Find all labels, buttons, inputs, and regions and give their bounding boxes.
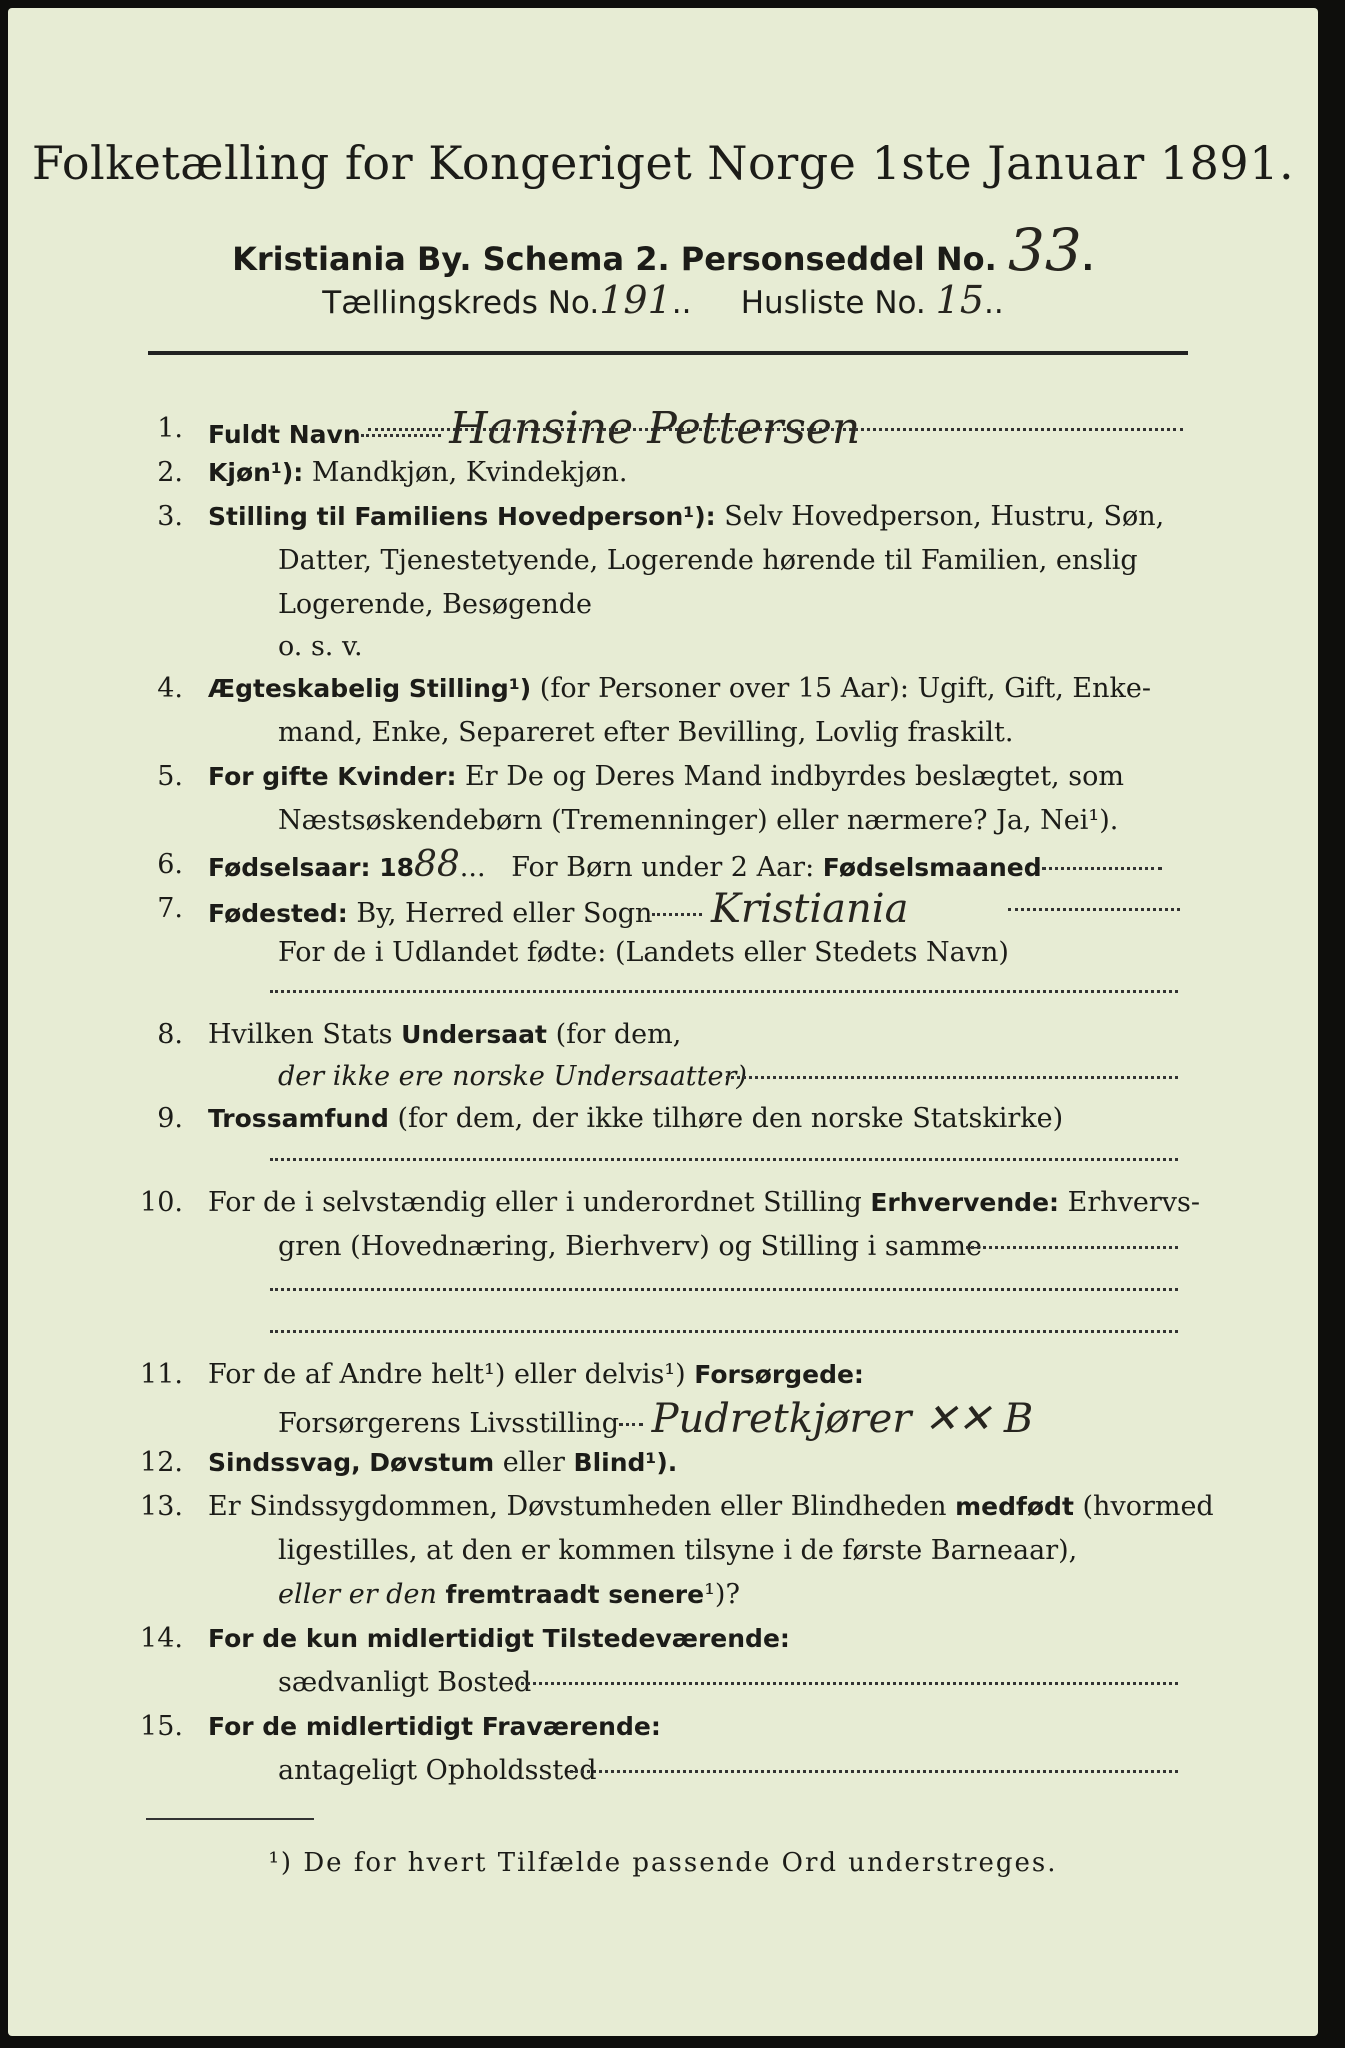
- name-dotline: [368, 428, 1183, 431]
- item-number: 1.: [157, 413, 183, 444]
- item-options: Mandkjøn, Kvindekjøn.: [311, 457, 628, 488]
- header-rule: [148, 351, 1188, 355]
- item-label: Erhvervende:: [870, 1188, 1060, 1217]
- item-number: 8.: [157, 1019, 183, 1050]
- kreds-number: 191: [599, 278, 672, 322]
- item-label: fremtraadt senere: [445, 1580, 705, 1609]
- item-text: [208, 760, 1124, 794]
- undersaat-dotline: [726, 1076, 1178, 1079]
- item-number: 4.: [157, 673, 183, 704]
- item-text: [278, 1578, 740, 1612]
- husliste-number: 15: [935, 278, 984, 322]
- item-label: Blind¹).: [573, 1448, 678, 1477]
- item-text: [208, 1622, 790, 1656]
- item-label: Fødselsmaaned: [822, 853, 1042, 882]
- item-text: [208, 1186, 1200, 1220]
- item-options: (for Personer over 15 Aar): Ugift, Gift, Enke-: [539, 673, 1151, 704]
- item-label: For de kun midlertidigt Tilstedeværende:: [208, 1624, 790, 1653]
- erhverv-dotline-2: [270, 1288, 1178, 1291]
- item-options: sædvanligt Bosted: [278, 1667, 532, 1698]
- item-options: o. s. v.: [278, 631, 363, 662]
- item-label: Sindssvag, Døvstum: [208, 1448, 495, 1477]
- item-text: [208, 1490, 1214, 1524]
- item-label: Fødselsaar: 18: [208, 853, 414, 882]
- item-number: 5.: [157, 761, 183, 792]
- item-options: Datter, Tjenestetyende, Logerende hørende til Familien, enslig: [278, 545, 1138, 576]
- bosted-dotline: [510, 1682, 1178, 1685]
- item-label: For de midlertidigt Fraværende:: [208, 1712, 661, 1741]
- item-text: [208, 500, 1164, 534]
- item-number: 2.: [157, 457, 183, 488]
- item-number: 6.: [157, 849, 183, 880]
- item-label: Undersaat: [401, 1020, 547, 1049]
- erhverv-dotline-1: [966, 1246, 1178, 1249]
- item-text: [208, 456, 628, 490]
- erhverv-dotline-3: [270, 1330, 1178, 1333]
- item-label: Forsørgede:: [694, 1360, 864, 1389]
- item-options: ligestilles, at den er kommen tilsyne i de første Barneaar),: [278, 1535, 1078, 1566]
- item-options: Erhvervs-: [1067, 1187, 1201, 1218]
- item-options: mand, Enke, Separeret efter Bevilling, Lovlig fraskilt.: [278, 717, 1014, 748]
- item-options: For de af Andre helt¹) eller delvis¹): [208, 1359, 686, 1390]
- item-options: der ikke ere norske Undersaatter): [278, 1061, 747, 1092]
- item-text: Fødselsaar: 1888... For Børn under 2 Aar: Fødselsmaaned: [208, 848, 1162, 885]
- item-number: 13.: [140, 1491, 183, 1522]
- item-options: By, Herred eller Sogn: [356, 898, 653, 929]
- item-options: antageligt Opholdssted: [278, 1755, 597, 1786]
- item-options: For de i selvstændig eller i underordnet Stilling: [208, 1187, 862, 1218]
- birthplace-dotline: [1008, 908, 1180, 911]
- name-value: Hansine Pettersen: [449, 403, 861, 454]
- item-options: (for dem, der ikke tilhøre den norske Statskirke): [397, 1103, 1064, 1134]
- item-label: Trossamfund: [208, 1104, 389, 1133]
- item-text: [208, 1358, 864, 1392]
- footnote: ¹) De for hvert Tilfælde passende Ord understreges.: [268, 1848, 1058, 1878]
- kreds-label: Tællingskreds No.: [322, 285, 600, 321]
- item-text: [278, 1396, 1034, 1442]
- personseddel-number: 33: [1007, 216, 1082, 284]
- item-options: Er Sindssygdommen, Døvstumheden eller Blindheden: [208, 1491, 947, 1522]
- item-number: 15.: [140, 1711, 183, 1742]
- item-options: eller er den: [278, 1579, 437, 1610]
- item-options: Logerende, Besøgende: [278, 589, 592, 620]
- item-label: Stilling til Familiens Hovedperson¹):: [208, 502, 716, 531]
- item-options: ¹)?: [704, 1579, 740, 1610]
- item-options: For de i Udlandet fødte: (Landets eller Stedets Navn): [278, 937, 1009, 968]
- schema-prefix: Kristiania By. Schema 2. Personseddel No.: [232, 240, 997, 278]
- item-number: 14.: [140, 1623, 183, 1654]
- item-label: medfødt: [955, 1492, 1074, 1521]
- item-options: (for dem,: [555, 1019, 682, 1050]
- item-options: (hvormed: [1082, 1491, 1214, 1522]
- item-label: For gifte Kvinder:: [208, 762, 457, 791]
- item-options: eller: [502, 1447, 565, 1478]
- item-text: [208, 1446, 677, 1480]
- item-options: Næstsøskendebørn (Tremenninger) eller nærmere? Ja, Nei¹).: [278, 805, 1119, 836]
- item-number: 7.: [157, 893, 183, 924]
- birth-year-value: 88: [413, 844, 460, 885]
- item-text: [208, 886, 909, 932]
- husliste-label: Husliste No.: [740, 285, 926, 321]
- census-form-page: [8, 8, 1318, 2036]
- abroad-dotline: [270, 990, 1178, 993]
- item-label: Ægteskabelig Stilling¹): [208, 674, 532, 703]
- forsorger-value: Pudretkjører ✕✕ B: [651, 1396, 1034, 1442]
- item-options: Selv Hovedperson, Hustru, Søn,: [724, 501, 1165, 532]
- item-options: Hvilken Stats: [208, 1019, 393, 1050]
- item-label: Kjøn¹):: [208, 458, 304, 487]
- schema-line: Kristiania By. Schema 2. Personseddel No. 33.: [232, 216, 1094, 284]
- trossamfund-dotline: [270, 1158, 1178, 1161]
- item-label: Fuldt Navn: [208, 420, 361, 449]
- item-options: Forsørgerens Livsstilling: [278, 1408, 620, 1439]
- kreds-line: Tællingskreds No.191.. Husliste No. 15..: [322, 278, 1004, 322]
- item-text: [208, 1018, 681, 1052]
- opholdssted-dotline: [570, 1770, 1178, 1773]
- item-number: 11.: [140, 1359, 183, 1390]
- item-number: 10.: [140, 1187, 183, 1218]
- item-number: 12.: [140, 1447, 183, 1478]
- form-title: Folketælling for Kongeriget Norge 1ste Januar 1891.: [31, 136, 1295, 190]
- item-number: 9.: [157, 1103, 183, 1134]
- item-number: 3.: [157, 501, 183, 532]
- item-text: [208, 403, 861, 454]
- birthplace-value: Kristiania: [710, 886, 909, 932]
- item-options: For Børn under 2 Aar:: [511, 852, 815, 883]
- item-text: [208, 1102, 1063, 1136]
- item-options: Er De og Deres Mand indbyrdes beslægtet, som: [465, 761, 1124, 792]
- item-text: [208, 1710, 661, 1744]
- item-label: Fødested:: [208, 899, 348, 928]
- footnote-rule: [146, 1818, 314, 1820]
- item-options: gren (Hovednæring, Bierhverv) og Stilling i samme: [278, 1231, 983, 1262]
- item-text: [208, 672, 1151, 706]
